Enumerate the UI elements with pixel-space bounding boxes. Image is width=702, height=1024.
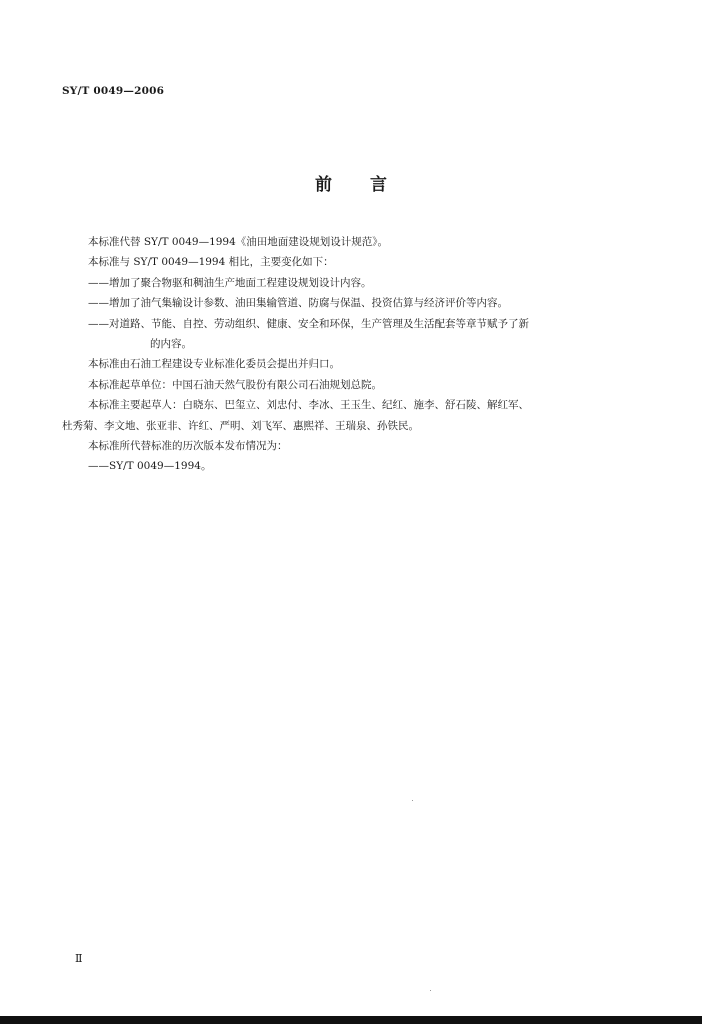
page-number: Ⅱ [75, 952, 83, 965]
version-item-1: ——SY/T 0049—1994。 [88, 460, 212, 473]
paragraph-drafters-continued: 杜秀菊、李文地、张亚非、许红、严明、刘飞军、惠熙祥、王瑞泉、孙铁民。 [62, 419, 419, 432]
paragraph-version-history: 本标准所代替标准的历次版本发布情况为： [88, 440, 288, 453]
change-item-2: ——增加了油气集输设计参数、油田集输管道、防腐与保温、投资估算与经济评价等内容。 [88, 297, 508, 310]
paragraph-replaces: 本标准代替 SY/T 0049—1994《油田地面建设规划设计规范》。 [88, 236, 389, 248]
paragraph-drafting-unit: 本标准起草单位：中国石油天然气股份有限公司石油规划总院。 [88, 378, 382, 391]
change-item-1: ——增加了聚合物驱和稠油生产地面工程建设规划设计内容。 [88, 276, 372, 289]
change-item-3: ——对道路、节能、自控、劳动组织、健康、安全和环保，生产管理及生活配套等章节赋予了新 [88, 317, 529, 330]
change-item-3-continued: 的内容。 [150, 338, 192, 351]
standard-code-header: SY/T 0049—2006 [62, 85, 165, 97]
scan-speck [412, 800, 413, 801]
preface-body [62, 232, 642, 477]
scan-bottom-edge [0, 1016, 702, 1024]
scan-speck [430, 990, 431, 991]
paragraph-drafters: 本标准主要起草人：白晓东、巴玺立、刘忠付、李冰、王玉生、纪红、施李、舒石陵、解红军、 [88, 399, 529, 412]
paragraph-proposer: 本标准由石油工程建设专业标准化委员会提出并归口。 [88, 358, 340, 371]
paragraph-changes-intro: 本标准与 SY/T 0049—1994 相比，主要变化如下： [88, 256, 334, 269]
page-title: 前言 [315, 175, 425, 195]
